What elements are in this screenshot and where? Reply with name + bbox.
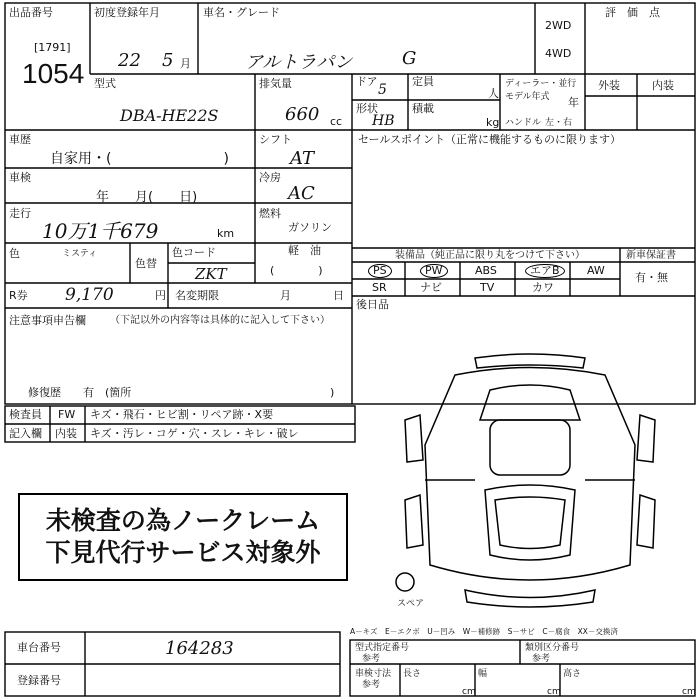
model-year-label: モデル年式 (505, 92, 550, 102)
equipment-label: 装備品（純正品に限り丸をつけて下さい） (395, 250, 585, 261)
width-label: 幅 (478, 669, 488, 679)
rear-date-label: 後日品 (356, 298, 389, 311)
doors-value: 5 (378, 82, 387, 98)
model-value: DBA-HE22S (120, 106, 219, 125)
first-reg-label: 初度登録年月 (94, 6, 160, 19)
dealer-label: ディーラー・並行 (505, 79, 577, 89)
spare-label: スペア (397, 599, 425, 609)
color-label: 色 (9, 247, 20, 260)
size-label: 車検寸法 (355, 669, 392, 679)
equip-pw[interactable]: PW (420, 264, 448, 278)
model-label: 型式 (94, 77, 116, 90)
fuel-diesel[interactable]: 軽 油 (288, 244, 321, 257)
score-label: 評 価 点 (605, 6, 660, 19)
ref3: 参考 (362, 680, 381, 690)
banner-line1: 未検査の為ノークレーム (45, 506, 321, 535)
fuel-paren: ( ) (270, 264, 323, 277)
equip-leather[interactable]: カワ (532, 281, 554, 294)
warranty-value[interactable]: 有・無 (635, 271, 668, 284)
mileage-unit: km (217, 227, 235, 240)
first-reg-month: 5 (162, 50, 174, 71)
equip-navi[interactable]: ナビ (420, 281, 442, 294)
history-label: 車歴 (9, 133, 31, 146)
recycle-label: R券 (9, 289, 28, 302)
equip-tv[interactable]: TV (480, 281, 495, 294)
displacement-label: 排気量 (259, 77, 292, 90)
model-spec-label: 型式指定番号 (355, 643, 410, 653)
shape-label: 形状 (356, 102, 378, 115)
year-unit: 年 (568, 96, 579, 109)
height-label: 高さ (563, 669, 582, 679)
shift-label: シフト (259, 133, 292, 146)
length-label: 長さ (403, 669, 422, 679)
color-value: ミスティ (62, 249, 98, 259)
title-change-day: 日 (333, 289, 344, 302)
exterior-label: 外装 (598, 79, 620, 92)
interior-row-text: キズ・汚レ・コゲ・穴・スレ・キレ・破レ (90, 427, 299, 440)
inspection-label: 車検 (9, 171, 31, 184)
damage-legend: A－キズ E－エクボ U－凹み W－補修跡 S－サビ C－腐食 XX－交換済 (350, 627, 618, 636)
class-label: 類別区分番号 (525, 643, 580, 653)
reg-label: 登録番号 (17, 674, 61, 687)
equip-ps[interactable]: PS (368, 264, 392, 278)
ac-label: 冷房 (259, 171, 281, 184)
entry-label: 記入欄 (9, 427, 42, 440)
lot-sub: [1791] (34, 41, 71, 54)
equip-abs[interactable]: ABS (475, 264, 497, 277)
chassis-label: 車台番号 (17, 641, 61, 654)
repair-close: ) (330, 386, 335, 399)
car-name-label: 車名・グレード (203, 6, 280, 19)
title-change-month: 月 (280, 289, 291, 302)
notes-label: 注意事項申告欄 (9, 314, 86, 327)
ref2: 参考 (532, 654, 551, 664)
warranty-label: 新車保証書 (626, 250, 676, 261)
ac-value: AC (288, 183, 315, 204)
color-code-label: 色コード (172, 246, 216, 259)
drive-4wd[interactable]: 4WD (545, 47, 572, 60)
shift-value: AT (290, 148, 315, 169)
fuel-label: 燃料 (259, 207, 281, 220)
no-claim-banner (18, 493, 348, 581)
notes-hint: （下記以外の内容等は具体的に記入して下さい） (110, 315, 330, 326)
equip-sr[interactable]: SR (372, 281, 387, 294)
recycle-value: 9,170 (65, 285, 114, 305)
cm-width: cm (547, 687, 561, 697)
yen: 円 (155, 289, 166, 302)
load-label: 積載 (412, 102, 434, 115)
capacity-unit: 人 (488, 87, 499, 100)
interior-row-label: 内装 (55, 427, 77, 440)
mileage-label: 走行 (9, 207, 31, 220)
handle-label: ハンドル (505, 118, 542, 128)
inspection-value: 年 月( 日) (96, 190, 198, 205)
cm-length: cm (462, 687, 476, 697)
inspector-label: 検査員 (9, 408, 42, 421)
color-code-value: ZKT (195, 265, 227, 283)
shape-value: HB (372, 113, 395, 129)
fuel-gas[interactable]: ガソリン (288, 221, 332, 234)
first-reg-year: 22 (118, 50, 141, 71)
displacement-value: 660 (285, 104, 320, 125)
month-unit: 月 (180, 57, 191, 70)
displacement-unit: cc (330, 115, 343, 128)
load-unit: kg (486, 116, 500, 129)
mileage-value: 10万1千679 (42, 219, 159, 243)
car-damage-diagram[interactable] (395, 350, 665, 620)
capacity-label: 定員 (412, 75, 434, 88)
interior-label: 内装 (652, 79, 674, 92)
equip-airbag[interactable]: エアB (525, 264, 565, 278)
cm-height: cm (682, 687, 696, 697)
doors-label: ドア (356, 75, 378, 88)
selling-label: セールスポイント（正常に機能するものに限ります） (358, 133, 622, 146)
repair-label: 修復歴 有 (箇所 (28, 386, 132, 399)
banner-line2: 下見代行サービス対象外 (45, 538, 321, 567)
handle-value: 左・右 (545, 118, 573, 128)
color-change-label: 色替 (135, 257, 157, 270)
fw-label: FW (58, 408, 76, 421)
grade-value: G (402, 48, 417, 69)
chassis-value: 164283 (165, 638, 234, 659)
history-value: 自家用・( ) (50, 151, 229, 167)
lot-label: 出品番号 (9, 6, 53, 19)
drive-2wd[interactable]: 2WD (545, 19, 572, 32)
car-name-value: アルトラパン (245, 52, 353, 73)
equip-aw[interactable]: AW (587, 264, 605, 277)
lot-number: 1054 (22, 58, 85, 89)
title-change-label: 名変期限 (175, 289, 219, 302)
fw-text: キズ・飛石・ヒビ割・リペア跡・X要 (90, 408, 274, 421)
ref1: 参考 (362, 654, 381, 664)
